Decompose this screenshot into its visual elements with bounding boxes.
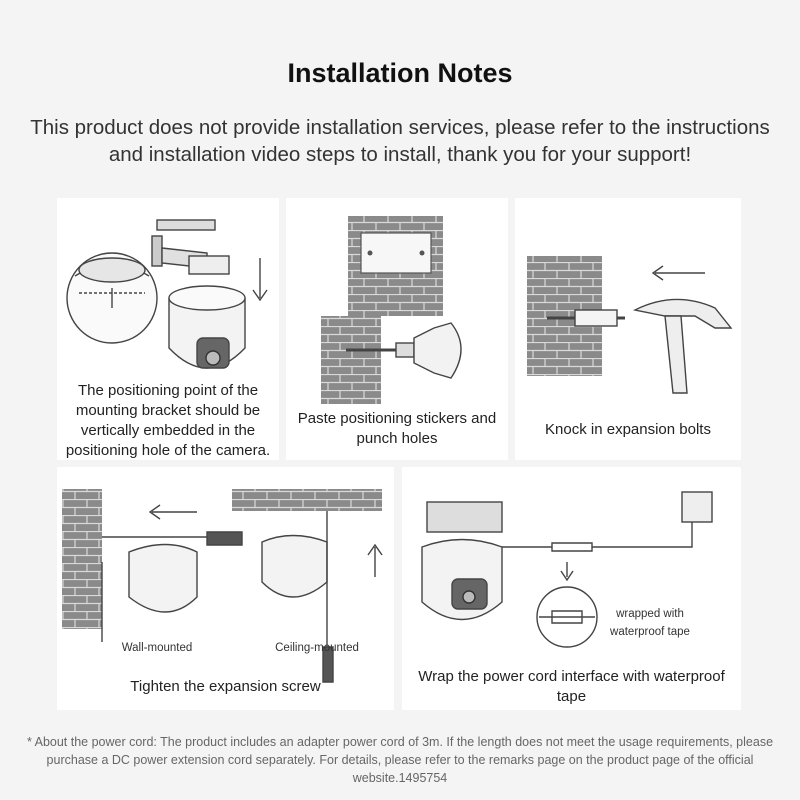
step-caption: The positioning point of the mounting bracket should be vertically embedded in the positioning hole of the camera. bbox=[65, 382, 271, 459]
step-panel-drill bbox=[286, 198, 508, 460]
page-subtitle: This product does not provide installation services, please refer to the instructions and installation video steps to install, thank you for your support! bbox=[30, 116, 770, 166]
step-panel-screw bbox=[57, 467, 394, 710]
step-caption: Paste positioning stickers and punch holes bbox=[297, 410, 497, 447]
step-panel-bolts bbox=[515, 198, 741, 460]
step-caption: Wrap the power cord interface with waterproof tape bbox=[418, 668, 725, 705]
waterproof-tape-callout: wrapped with waterproof tape bbox=[610, 608, 690, 638]
step-caption: Tighten the expansion screw bbox=[130, 678, 321, 695]
screw-illustration bbox=[57, 467, 394, 710]
power-cord-footnote: * About the power cord: The product includes an adapter power cord of 3m. If the length does not meet the usage requirements, please purchase a DC power extension cord separately. For details, please refer to the remarks page on the product page of the official website.1495754 bbox=[26, 735, 774, 785]
step-panel-bracket bbox=[57, 198, 279, 460]
wall-mounted-label: Wall-mounted bbox=[121, 642, 193, 654]
ceiling-mounted-label: Ceiling-mounted bbox=[275, 642, 359, 654]
step-panel-waterproof bbox=[402, 467, 741, 710]
step-caption: Knock in expansion bolts bbox=[545, 421, 711, 438]
page-title: Installation Notes bbox=[287, 58, 513, 88]
